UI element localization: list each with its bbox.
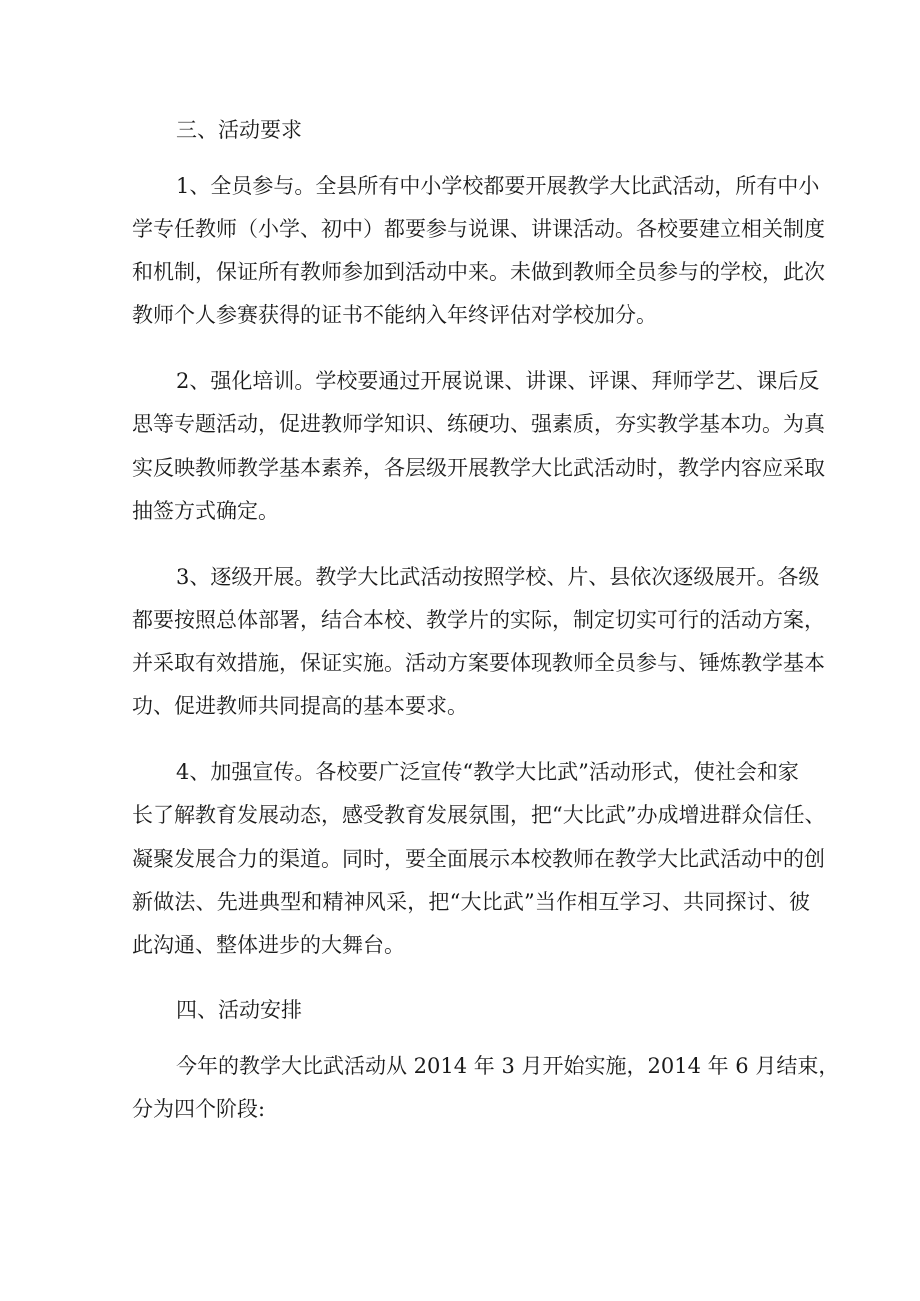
schedule-line-1: 今年的教学大比武活动从 2014 年 3 月开始实施，2014 年 6 月结束， <box>176 1054 840 1078</box>
item3-line-2: 都要按照总体部署，结合本校、教学片的实际，制定切实可行的活动方案， <box>132 608 825 632</box>
section-heading-requirements: 三、活动要求 <box>176 118 302 142</box>
item4-line-4: 新做法、先进典型和精神风采，把“大比武”当作相互学习、共同探讨、彼 <box>132 890 810 914</box>
item2-line-4: 抽签方式确定。 <box>132 499 279 523</box>
item1-line-3: 和机制，保证所有教师参加到活动中来。未做到教师全员参与的学校，此次 <box>132 260 825 284</box>
item4-line-3: 凝聚发展合力的渠道。同时，要全面展示本校教师在教学大比武活动中的创 <box>132 847 825 871</box>
item1-line-2: 学专任教师（小学、初中）都要参与说课、讲课活动。各校要建立相关制度 <box>132 217 825 241</box>
item3-line-4: 功、促进教师共同提高的基本要求。 <box>132 694 468 718</box>
schedule-line-2: 分为四个阶段: <box>132 1097 266 1121</box>
item3-line-1: 3、逐级开展。教学大比武活动按照学校、片、县依次逐级展开。各级 <box>176 565 820 589</box>
item3-line-3: 并采取有效措施，保证实施。活动方案要体现教师全员参与、锤炼教学基本 <box>132 651 825 675</box>
section-heading-schedule: 四、活动安排 <box>176 998 302 1022</box>
item1-line-4: 教师个人参赛获得的证书不能纳入年终评估对学校加分。 <box>132 303 657 327</box>
item2-line-2: 思等专题活动，促进教师学知识、练硬功、强素质，夯实教学基本功。为真 <box>132 412 825 436</box>
item2-line-1: 2、强化培训。学校要通过开展说课、讲课、评课、拜师学艺、课后反 <box>176 369 820 393</box>
item1-line-1: 1、全员参与。全县所有中小学校都要开展教学大比武活动，所有中小 <box>176 174 820 198</box>
item4-line-2: 长了解教育发展动态，感受教育发展氛围，把“大比武”办成增进群众信任、 <box>132 803 826 827</box>
item2-line-3: 实反映教师教学基本素养，各层级开展教学大比武活动时，教学内容应采取 <box>132 456 825 480</box>
item4-line-5: 此沟通、整体进步的大舞台。 <box>132 933 405 957</box>
item4-line-1: 4、加强宣传。各校要广泛宣传“教学大比武”活动形式，使社会和家 <box>176 760 799 784</box>
